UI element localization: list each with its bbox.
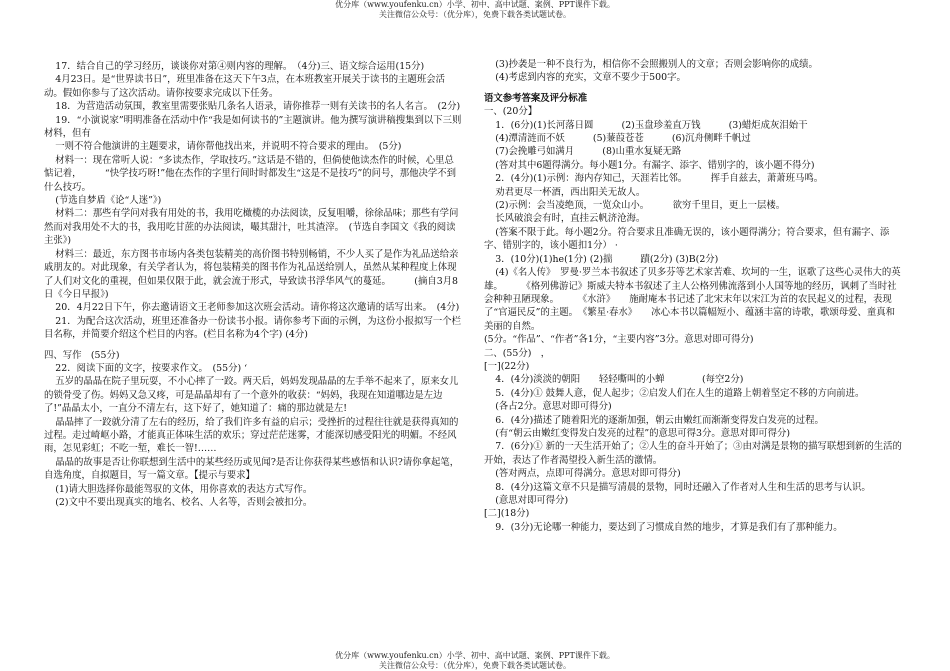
- answer-2-line-3: (2)示例：会当凌绝顶，一览众山小。 欲穷千里目，更上一层楼。: [495, 200, 786, 212]
- header-line-1: 优分库（www.youfenku.cn）小学、初中、高中试题、案例、PPT课件下载。: [335, 0, 615, 9]
- question-21: 21．为配合这次活动，班里还准备办一份读书小报。请你参考下面的示例，为这份小报拟写一个栏目名称，并简要介绍这个栏目的内容。(栏目名称为4个字) (4分): [44, 315, 461, 341]
- requirement-3: (3)抄袭是一种不良行为，相信你不会照搬别人的文章；否则会影响你的成绩。: [495, 59, 818, 70]
- answer-6-note: (有“朝云由嫩红变得发白发亮的过程”的意思可得3分。意思对即可得分): [495, 427, 791, 439]
- answer-3: 3．(10分)(1)he(1分) (2)揣 蹟(2分) (3)B(2分): [495, 253, 719, 265]
- story-paragraph-1: 五岁的晶晶在院子里玩耍，不小心摔了一跤。两天后，妈妈发现晶晶的左手举不起来了，原来女儿的锁骨受了伤。妈妈又急又疼，可是晶晶却有了一个意外的收获：“妈妈，我现在知道哪边是左边了!”晶晶太小，一直分不清左右，这下好了，她知道了：痛的那边就是左!: [44, 376, 459, 415]
- answer-subsection-1: [一](22分): [484, 360, 530, 372]
- question-17: 17．结合自己的学习经历，谈谈你对第④则内容的理解。 （4分)三、语文综合运用(15分): [55, 61, 425, 72]
- answer-9: 9．(3分)无论哪一种能力，要达到了习惯成自然的地步，才算是我们有了那种能力。: [495, 521, 843, 533]
- footer-line-1: 优分库（www.youfenku.cn）小学、初中、高中试题、案例、PPT课件下载。: [335, 651, 615, 660]
- question-20: 20．4月22日下午，你去邀请语文王老师参加这次班会活动。请你将这次邀请的话写出来。 (4分): [55, 302, 460, 314]
- answer-subsection-2: [二](18分): [484, 508, 530, 520]
- answer-8-note: (意思对即可得分): [495, 495, 569, 506]
- page-header: [0, 0, 950, 20]
- answer-3-note: (5分。“作品”、“作者”各1分，“主要内容”3分。意思对即可得分): [484, 334, 754, 346]
- answer-1: 1．(6分)(1)长河落日圆 (2)玉盘珍羞直万钱 (3)蜡炬成灰泪始干: [495, 119, 808, 131]
- answer-4: 4．(4分)淡淡的朝阳 轻轻嘶叫的小蝉 (每空2分): [495, 374, 744, 386]
- answer-7-note: (答对两点，点即可得满分。意思对即可得分): [495, 468, 681, 480]
- answer-3-books: (4)《名人传》 罗曼·罗兰本书叙述了贝多芬等艺术家苦难、坎坷的一生，讴歌了这些心灵伟大的英雄。 《格列佛游记》斯威夫特本书叙述了主人公格列佛流落到小人国等地的经历，讽刺了当时社会种种丑陋现象。 《水浒》 施耐庵本书记述了北宋末年以宋江为首的农民起义的过程，表现了“官逼民反”的主题。 《繁星·春水》 冰心本书以篇幅短小、蕴涵丰富的诗歌，歌颂母爱、童真和美丽的自然。: [484, 267, 901, 332]
- header-line-2: 关注微信公众号：（优分库），免费下载各类试题试卷。: [379, 10, 571, 19]
- question-19-cont: 一则不符合他演讲的主题要求，请你帮他找出来，并说明不符合要求的理由。 (5分): [55, 141, 402, 153]
- material-3: 材料三：最近，东方图书市场内各类包装精美的高价图书特别畅销，不少人买了是作为礼品送给亲戚朋友的。对此现象，有关学者认为，将包装精美的图书作为礼品送给别人，虽然从某种程度上体现了人们对文化的重视，但如果仅限于此，就会流于形式，导致读书浮华风气的蔓延。 (摘自3月8日《今日早报》): [44, 248, 459, 300]
- material-1: 材料一：现在常听人说：“多读杰作，学取技巧。”这话是不错的，但倘使他读杰作的时候，心里总惦记着， “快学技巧呀!”他在杰作的字里行间时时都发生“这是不是技巧”的问号，那他决学不到什么技巧。: [44, 154, 456, 193]
- answer-1-note: (答对其中6题得满分。每小题1分。有漏字、添字、错别字的，该小题不得分): [495, 159, 815, 171]
- question-18: 18．为营造活动氛围，教室里需要张贴几条名人语录，请你推荐一则有关读书的名人名言。 (2分): [55, 101, 461, 113]
- answer-2-note: (答案不限于此。每小题2分。符合要求且准确无误的，该小题得满分；符合要求，但有漏字、添字、错别字的，该小题扣1分） ·: [484, 226, 890, 252]
- activity-intro: 4月23日。是“世界读书日”，班里准备在这天下午3点，在本班教室开展关于读书的主题班会活动。假如你参与了这次活动。请你按要求完成以下任务。: [44, 74, 445, 99]
- answer-section-2: 二、(55分) ，: [484, 347, 551, 359]
- answer-1-line-3: (7)会挽雕弓如满月 (8)山重水复疑无路: [495, 146, 682, 158]
- footer-line-2: 关注微信公众号：（优分库），免费下载各类试题试卷。: [379, 661, 571, 670]
- material-2: 材料二：那些有学问对我有用处的书，我用吃橄榄的办法阅读，反复咀嚼，徐徐品味；那些有学问然而对我用处不大的书，我用吃甘蔗的办法阅读，嘬其甜汁，吐其渣滓。 (节选自李国文《我的阅读主张》): [44, 208, 459, 247]
- requirement-1: (1)请大胆选择你最能驾驭的文体，用你喜欢的表达方式写作。: [55, 483, 313, 495]
- answer-section-1: 一、(20分】: [484, 106, 538, 118]
- answer-1-line-2: (4)潭清涟而不妖 (5)蒹葭苍苍 (6)沉舟侧畔千帆过: [495, 133, 751, 145]
- answer-7: 7．(6分)① 新的一天生活开始了；②人生的奋斗开始了；③由对满是景物的描写联想到新的生活的开始，表达了作者渴望投入新生活的激情。: [484, 441, 902, 466]
- material-1-source: (节选自梦盾《论“人迷”》): [55, 195, 162, 207]
- answer-6: 6．(4分)描述了随着阳光的逐渐加强，朝云由嫩红而渐渐变得发白发亮的过程。: [495, 414, 824, 426]
- answer-5-note: (各占2分。意思对即可得分): [495, 401, 612, 413]
- question-22: 22．阅读下面的文字，按要求作文。 (55分) ‘: [55, 362, 248, 374]
- requirement-4: (4)考虑到内容的充实，文章不要少于500字。: [495, 72, 686, 84]
- answer-2-line-4: 长风破浪会有时，直挂云帆济沧海。: [495, 213, 646, 225]
- right-column: [484, 58, 904, 534]
- story-paragraph-3: 晶晶的故事是否让你联想到生活中的某些经历或见闻?是否让你获得某些感悟和认识?请你拿起笔，自选角度，自拟题目，写一篇文章。【提示与要求】: [44, 456, 460, 482]
- left-column: [44, 60, 462, 509]
- answer-8: 8．(4分)这篇文章不只是描写清晨的景物，同时还融入了作者对人生和生活的思考与认识。: [495, 481, 871, 493]
- answer-2: 2．(4分)(1)示例：海内存知己，天涯若比邻。 挥手自兹去，萧萧班马鸣。: [495, 173, 824, 185]
- section-writing: 四、写作 (55分): [44, 349, 120, 361]
- question-19: 19．“小演说家”明明准备在活动中作“我是如何读书的”主题演讲。他为撰写演讲稿搜集到以下三则材料，但有: [44, 114, 462, 140]
- answer-2-line-2: 劝君更尽一杯酒，西出阳关无故人。: [495, 186, 646, 198]
- story-paragraph-2: 晶晶摔了一跤就分清了左右的经历，给了我们许多有益的启示；受挫折的过程往往就是获得真知的过程。走过崎岖小路，才能真正体味生活的欢乐；穿过茫茫迷雾，才能深切感受阳光的明媚。不经风雨，怎见彩虹；不吃一堑，难长一智!……: [44, 416, 459, 455]
- answer-5: 5．(4分)① 鼓舞人意，促人起步；②启发人们在人生的道路上朝着坚定不移的方向前进。: [495, 387, 865, 399]
- requirement-2: (2)文中不要出现真实的地名、校名、人名等，否则会被扣分。: [55, 497, 313, 508]
- answer-key-title: 语文参考答案及评分标准: [484, 92, 588, 104]
- page-footer: [0, 651, 950, 671]
